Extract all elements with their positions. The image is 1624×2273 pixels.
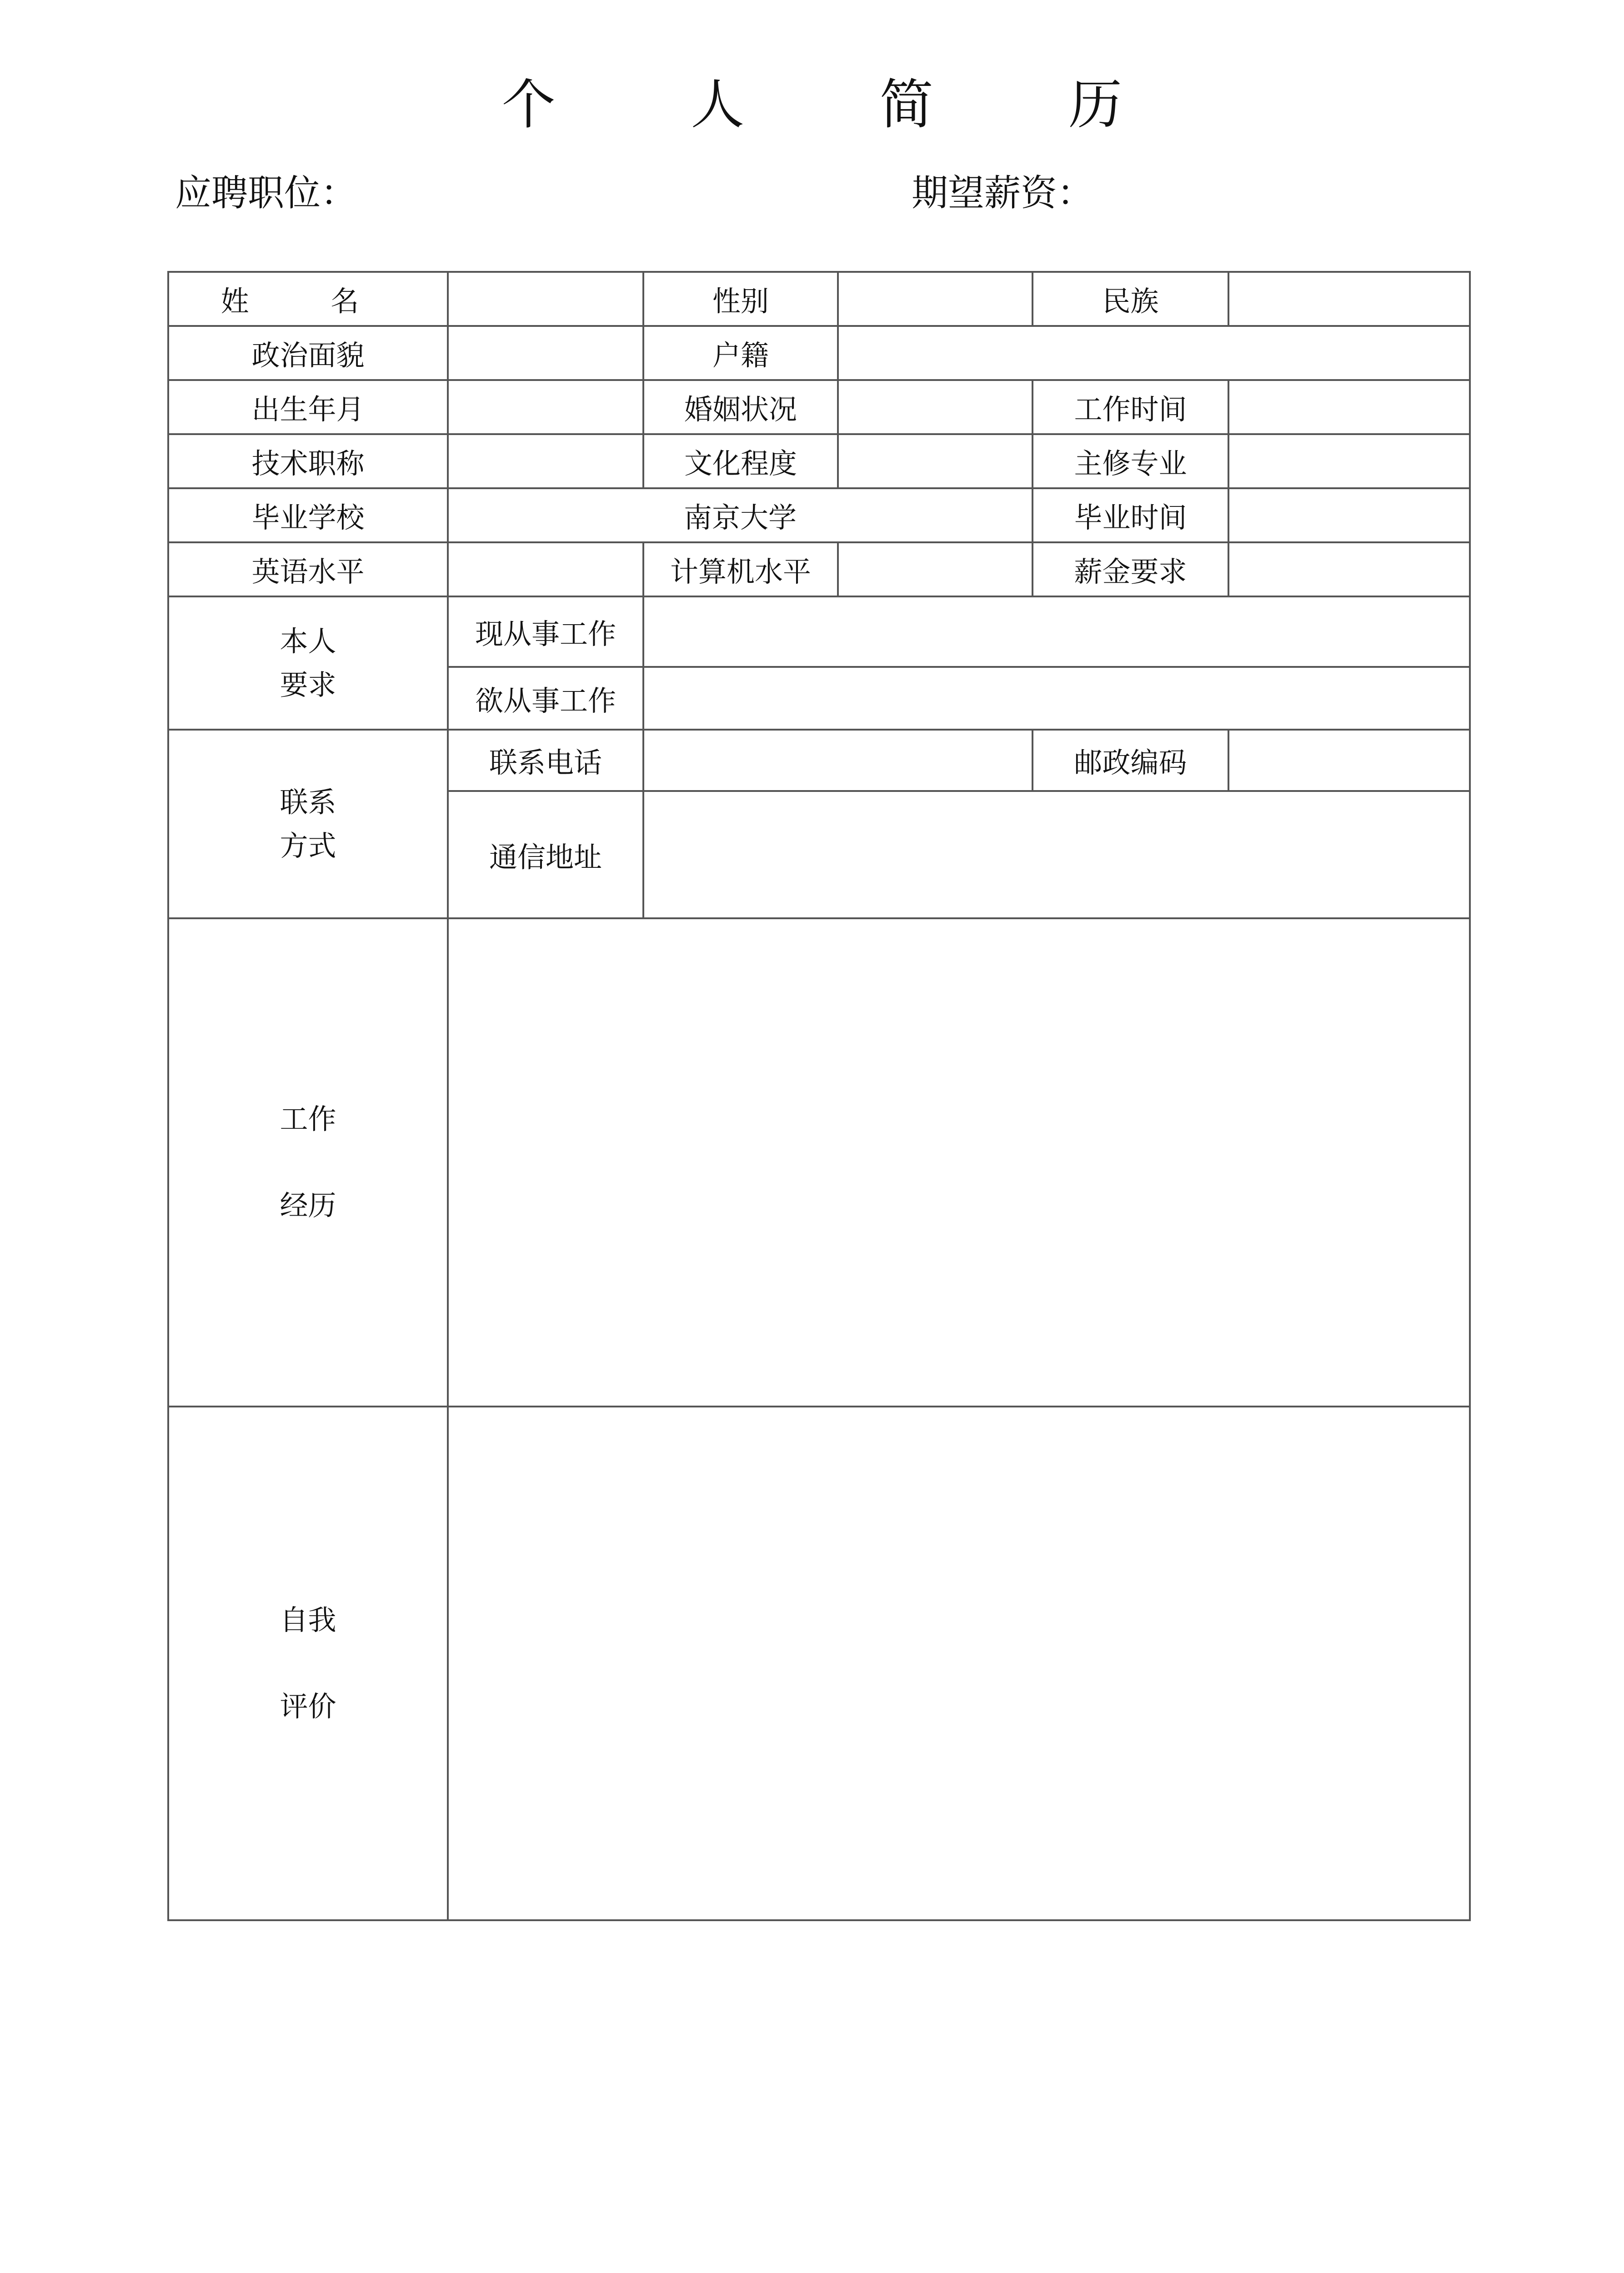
self-evaluation-label-line1: 自我	[280, 1603, 336, 1637]
position-label: 应聘职位：	[175, 172, 357, 214]
name-value-cell[interactable]	[448, 272, 643, 326]
work-start-label: 工作时间	[1033, 380, 1228, 434]
table-row	[168, 918, 1470, 1407]
salary-requirement-label: 薪金要求	[1033, 542, 1228, 596]
ethnicity-label: 民族	[1033, 272, 1228, 326]
table-row	[168, 272, 1470, 326]
work-history-label	[168, 918, 448, 1407]
ethnicity-value-cell[interactable]	[1228, 272, 1470, 326]
major-label: 主修专业	[1033, 434, 1228, 488]
self-evaluation-value-cell[interactable]	[448, 1407, 1470, 1920]
salary-requirement-value-cell[interactable]	[1228, 542, 1470, 596]
gender-value-cell[interactable]	[838, 272, 1033, 326]
requirements-label	[168, 596, 448, 730]
table-row	[168, 1407, 1470, 1920]
education-value-cell[interactable]	[838, 434, 1033, 488]
computer-level-label: 计算机水平	[643, 542, 838, 596]
postcode-label: 邮政编码	[1033, 730, 1228, 791]
english-level-value-cell[interactable]	[448, 542, 643, 596]
birth-value-cell[interactable]	[448, 380, 643, 434]
education-label: 文化程度	[643, 434, 838, 488]
graduation-value-cell[interactable]	[1228, 488, 1470, 542]
technical-title-label: 技术职称	[168, 434, 448, 488]
gender-label: 性别	[643, 272, 838, 326]
current-job-label: 现从事工作	[448, 596, 643, 667]
graduation-label: 毕业时间	[1033, 488, 1228, 542]
self-evaluation-label-line2: 评价	[280, 1690, 336, 1723]
major-value-cell[interactable]	[1228, 434, 1470, 488]
household-label: 户籍	[643, 326, 838, 380]
table-row	[168, 434, 1470, 488]
self-evaluation-label	[168, 1407, 448, 1920]
name-label	[168, 272, 448, 326]
desired-job-value-cell[interactable]	[643, 667, 1470, 730]
marital-status-value-cell[interactable]	[838, 380, 1033, 434]
marital-status-label: 婚姻状况	[643, 380, 838, 434]
requirements-label-line2: 要求	[280, 668, 336, 701]
phone-label: 联系电话	[448, 730, 643, 791]
contact-label-line1: 联系	[280, 785, 336, 819]
school-label: 毕业学校	[168, 488, 448, 542]
english-level-label: 英语水平	[168, 542, 448, 596]
technical-title-value-cell[interactable]	[448, 434, 643, 488]
birth-label: 出生年月	[168, 380, 448, 434]
page-title: 个 人 简 历	[501, 73, 1182, 136]
table-row	[168, 488, 1470, 542]
contact-label-line2: 方式	[280, 829, 336, 862]
school-value[interactable]: 南京大学	[448, 488, 1033, 542]
work-history-value-cell[interactable]	[448, 918, 1470, 1407]
postcode-value-cell[interactable]	[1228, 730, 1470, 791]
political-status-label: 政治面貌	[168, 326, 448, 380]
work-history-label-line1: 工作	[280, 1102, 336, 1136]
address-value-cell[interactable]	[643, 791, 1470, 918]
table-row	[168, 730, 1470, 791]
name-label-text: 姓 名	[221, 285, 396, 318]
requirements-label-line1: 本人	[280, 624, 336, 658]
political-status-value-cell[interactable]	[448, 326, 643, 380]
current-job-value-cell[interactable]	[643, 596, 1470, 667]
table-row	[168, 380, 1470, 434]
computer-level-value-cell[interactable]	[838, 542, 1033, 596]
contact-label	[168, 730, 448, 918]
table-row	[168, 542, 1470, 596]
table-row	[168, 326, 1470, 380]
resume-table	[167, 271, 1471, 1921]
work-start-value-cell[interactable]	[1228, 380, 1470, 434]
table-row	[168, 596, 1470, 667]
work-history-label-line2: 经历	[280, 1189, 336, 1222]
phone-value-cell[interactable]	[643, 730, 1033, 791]
address-label: 通信地址	[448, 791, 643, 918]
desired-job-label: 欲从事工作	[448, 667, 643, 730]
expected-salary-label: 期望薪资：	[912, 172, 1093, 214]
household-value-cell[interactable]	[838, 326, 1470, 380]
